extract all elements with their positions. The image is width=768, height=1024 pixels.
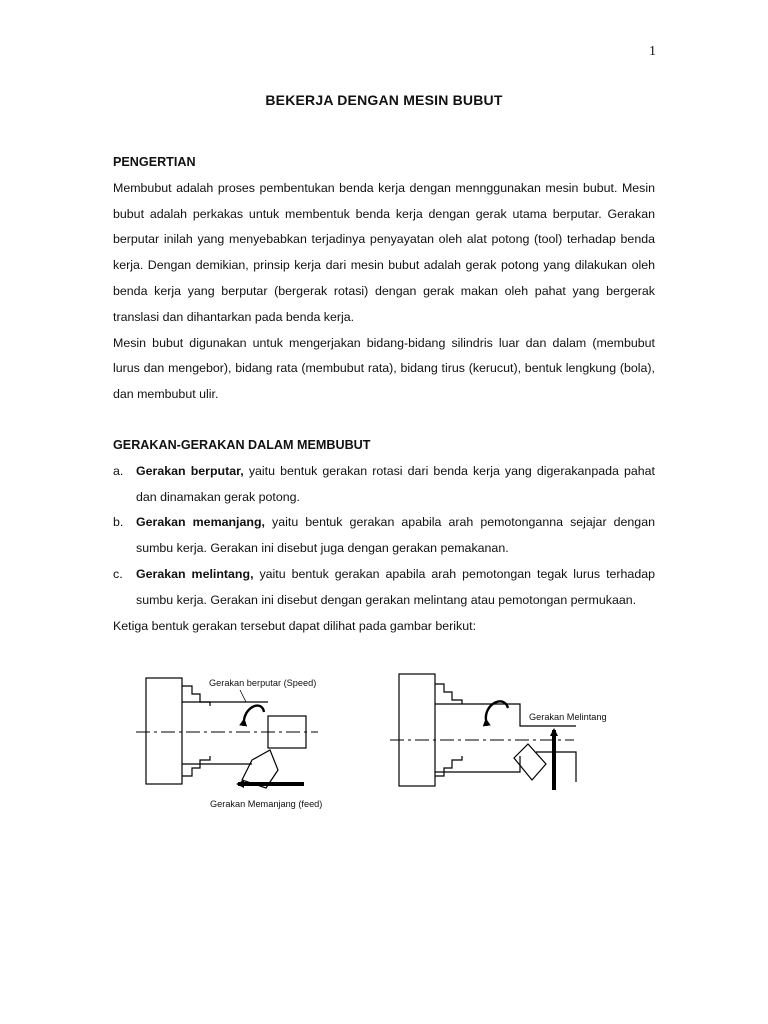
label-gerakan-berputar: Gerakan berputar (Speed) [209, 678, 317, 688]
chuck-body [146, 678, 182, 784]
document-body [113, 150, 655, 639]
chuck-jaw-top [182, 686, 210, 706]
workpiece-main [182, 702, 268, 764]
page-number: 1 [649, 44, 656, 59]
label-gerakan-memanjang: Gerakan Memanjang (feed) [210, 799, 323, 809]
list-text: yaitu bentuk gerakan rotasi dari benda kerja yang digerakanpada pahat dan dinamakan gerak potong. [136, 463, 655, 504]
cutting-tool-right [514, 744, 546, 780]
list-term: Gerakan memanjang, [136, 515, 265, 530]
list-text: yaitu bentuk gerakan apabila arah pemotonganna sejajar dengan sumbu kerja. Gerakan ini disebut juga dengan gerakan pemakanan. [136, 515, 655, 556]
chuck-jaw-bottom-right [435, 756, 462, 776]
rotation-arrow-speed [244, 706, 264, 720]
list-item-body [136, 459, 655, 511]
list-text: yaitu bentuk gerakan apabila arah pemotongan tegak lurus terhadap sumbu kerja. Gerakan ini disebut dengan gerakan melintang atau pemotongan permukaan. [136, 566, 655, 607]
list-letter: b. [113, 515, 124, 530]
document-title: BEKERJA DENGAN MESIN BUBUT [265, 92, 503, 108]
list-item-gerakan-berputar [113, 459, 655, 511]
list-term: Gerakan berputar, [136, 463, 244, 478]
paragraph-definition: Membubut adalah proses pembentukan benda kerja dengan mennggunakan mesin bubut. Mesin bubut adalah perkakas untuk membentuk benda kerja dengan gerak utama berputar. Gerakan berputar inilah yang menyebabkan terjadinya penyayatan oleh alat potong (tool) terhadap benda kerja. Dengan demikian, prinsip kerja dari mesin bubut adalah gerak potong yang dilakukan oleh benda kerja yang berputar (bergerak rotasi) dengan gerak makan oleh pahat yang bergerak translasi dan dihantarkan pada benda kerja. [113, 180, 655, 324]
spacer [113, 408, 655, 433]
label-gerakan-melintang: Gerakan Melintang [529, 712, 607, 722]
chuck-body-right [399, 674, 435, 786]
facing-diagram [390, 674, 576, 790]
section-heading-pengertian: PENGERTIAN [113, 155, 196, 169]
list-letter: a. [113, 463, 124, 478]
lathe-motion-figure [0, 660, 768, 830]
chuck-jaw-bottom [182, 756, 210, 776]
section-heading-gerakan: GERAKAN-GERAKAN DALAM MEMBUBUT [113, 437, 371, 452]
chuck-jaw-top-right [435, 684, 462, 704]
label-leader-speed [240, 690, 246, 702]
list-item-gerakan-memanjang [113, 510, 655, 562]
list-letter: c. [113, 566, 123, 581]
turning-diagram [136, 678, 318, 788]
list-item-gerakan-melintang [113, 562, 655, 614]
paragraph-usage: Mesin bubut digunakan untuk mengerjakan bidang-bidang silindris luar dan dalam (membubut lurus dan mengebor), bidang rata (membubut rata), bidang tirus (kerucut), bentuk lengkung (bola), dan membubut ulir. [113, 335, 655, 402]
paragraph-figure-intro: Ketiga bentuk gerakan tersebut dapat dilihat pada gambar berikut: [113, 618, 477, 633]
list-term: Gerakan melintang, [136, 566, 254, 581]
list-item-body [136, 510, 655, 562]
list-item-body [136, 562, 655, 614]
